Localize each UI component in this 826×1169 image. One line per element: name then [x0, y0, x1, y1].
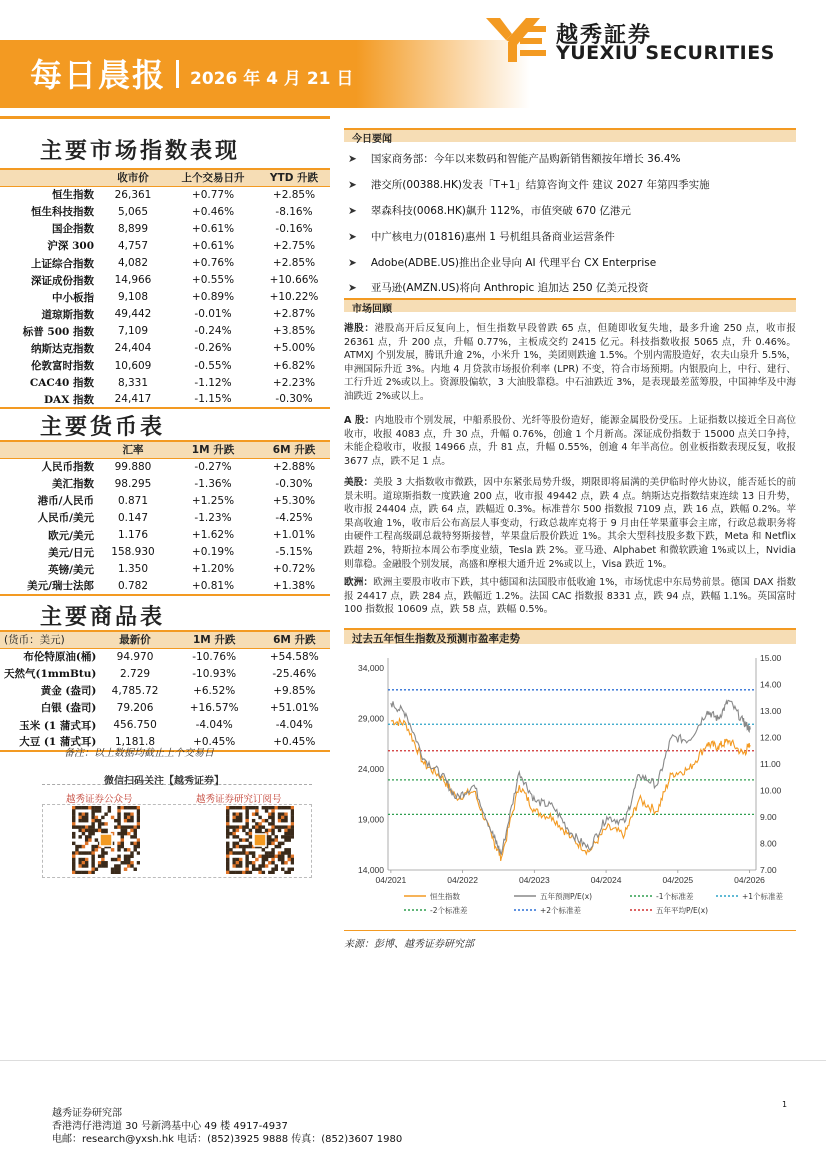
index-ytd-cell: +6.82% [272, 359, 316, 372]
commodity-price-cell: 2.729 [120, 667, 151, 680]
review-hk-text: 港股高开后反复向上，恒生指数早段曾跌 65 点，但随即收复失地，最多升逾 250 点，收市报 26361 点，升 200 点，升幅 0.77%，主板成交约 2415 亿元。科技指数收报 5065 点，升 0.46%。ATMXJ 个别发展，腾讯升逾 2%，小米升 1%，美团则跌逾 1.5%。个别内需股造好，农夫山泉升 5.5%，申洲国际升近 3%。内地 4 月贷款市场报价利率 (LPR) 不变，符合市场预期。内银股向上，中行、建行、工行升近 2%或以上。资源股偏软，3 大油股靠稳。中石油跌近 3%，是表现最差蓝筹股，中国神华及中海油跌近 2%或以上。 [344, 323, 796, 402]
focus-title: 今日要闻 [352, 134, 392, 145]
top-orange-rule [0, 116, 330, 119]
currency-name: 美元/日元 [48, 546, 94, 559]
commodity-name: 天然气(1mmBtu) [4, 668, 97, 681]
hsi-pe-chart [344, 648, 796, 928]
index-ytd-cell: +2.75% [272, 239, 316, 252]
indices-header-row [0, 169, 330, 186]
index-row [0, 186, 330, 203]
review-eu-text: 欧洲主要股市收市下跌，其中德国和法国股市低收逾 1%，市场忧虑中东局势前景。德国 DAX 指数报 24417 点，跌 284 点，跌幅近 1.2%。法国 CAC 指数报 8331 点，跌 94 点，跌幅 1.1%。英国富时 100 指数报 10609 点，跌 58 点，跌幅 0.5%。 [344, 577, 796, 616]
index-row [0, 272, 330, 289]
index-day-cell: -1.12% [194, 376, 232, 389]
index-day-cell: +0.61% [191, 239, 235, 252]
currency-m1-cell: -0.27% [194, 460, 232, 473]
index-row [0, 203, 330, 220]
indices-col-close: 收市价 [117, 172, 149, 185]
footer-rule [0, 1060, 826, 1061]
currencies-col-1m: 1M 升跌 [191, 444, 235, 457]
index-close-cell: 14,966 [114, 274, 152, 287]
qr-heading: 微信扫码关注【越秀证券】 [104, 776, 224, 787]
arrow-bullet-icon: ➤ [348, 257, 357, 269]
commodity-price-cell: 94.970 [116, 650, 154, 663]
index-close-cell: 4,757 [117, 239, 149, 252]
review-europe [344, 576, 796, 617]
currency-row [0, 492, 330, 509]
commodity-row [0, 665, 330, 682]
index-ytd-cell: +2.23% [272, 376, 316, 389]
currency-m1-cell: -1.36% [194, 477, 232, 490]
report-date: 2026 年 4 月 21 日 [190, 69, 354, 89]
commodity-name: 大豆 (1 蒲式耳) [0, 734, 100, 751]
commodity-name: 玉米 (1 蒲式耳) [19, 719, 97, 732]
focus-header [344, 128, 796, 145]
x-tick-label: 04/2026 [734, 875, 765, 885]
commodity-m1-cell: +16.57% [189, 701, 239, 714]
review-us-text: 美股 3 大指数收市微跌，因中东紧张局势升级，期限即将届满的美伊临时停火协议，能否延长的前景未明。道琼斯指数一度跌逾 200 点，收市报 49442 点，跌 4 点。纳斯达克指数结束连续 13 日升势，收市报 24404 点，跌 64 点，跌幅近 0.3%。标准普尔 500 指数报 7109 点，跌 16 点，跌幅 0.2%。苹果高收逾 1%，收市后公布高层人事变动，行政总裁库克将于 9 月由任苹果董事会主席，行政总裁职务将由硬件工程高级副总裁特努斯接替，苹果盘后股价跌近 1%。其余大型科技股多数下跌，Meta 和 Netflix 跌超 2%，特斯拉本周公布季度业绩，Tesla 跌 2%。亚马逊、Alphabet 和微软跌逾 1%或以上，Nvidia 则靠稳。金融股个别发展，高盛和摩根大通升近 2%或以上，Visa 跌近 1%。 [344, 477, 797, 570]
arrow-bullet-icon: ➤ [348, 231, 357, 243]
legend-label: 五年预测P/E(x) [540, 892, 593, 901]
index-name: 道琼斯指数 [41, 308, 94, 321]
currency-rate-cell: 1.176 [117, 529, 149, 542]
currencies-section-title: 主要货币表 [40, 414, 166, 440]
currency-rate-cell: 0.147 [117, 511, 149, 524]
commodity-m1-cell: +0.45% [170, 734, 259, 751]
index-day-cell: -1.15% [168, 391, 258, 408]
currency-row [0, 544, 330, 561]
currency-m1-cell: +0.81% [168, 578, 258, 595]
footer-address: 香港湾仔港湾道 30 号新鸿基中心 49 楼 4917-4937 [52, 1121, 288, 1132]
currency-m1-cell: +1.25% [191, 494, 235, 507]
index-close-cell: 5,065 [117, 205, 149, 218]
index-close-cell: 7,109 [117, 325, 149, 338]
index-row [0, 391, 330, 408]
commodity-m6-cell: +0.45% [259, 734, 330, 751]
focus-news-text: 港交所(00388.HK)发表「T+1」结算咨询文件 建议 2027 年第四季实施 [370, 179, 710, 191]
currencies-col-rate: 汇率 [122, 444, 144, 457]
x-tick-label: 04/2023 [518, 875, 550, 885]
currency-m6-cell: -4.25% [275, 511, 313, 524]
focus-news-item [348, 229, 615, 244]
index-name: 纳斯达克指数 [31, 342, 94, 355]
focus-news-item [348, 280, 648, 295]
focus-news-item [348, 151, 681, 166]
currency-m6-cell: +0.72% [272, 563, 316, 576]
commodities-col-price: 最新价 [119, 634, 151, 647]
index-ytd-cell: +2.87% [272, 308, 316, 321]
currency-rate-cell: 158.930 [111, 546, 155, 559]
y-right-tick-label: 10.00 [760, 785, 782, 796]
currency-m1-cell: +1.62% [191, 529, 235, 542]
currency-m6-cell: +1.38% [258, 578, 330, 595]
index-row [0, 374, 330, 391]
y-left-tick-label: 34,000 [358, 663, 384, 674]
index-day-cell: +0.55% [191, 274, 235, 287]
index-day-cell: +0.89% [191, 291, 235, 304]
y-right-tick-label: 15.00 [760, 653, 782, 663]
y-right-tick-label: 7.00 [760, 865, 777, 875]
currency-row [0, 509, 330, 526]
index-ytd-cell: +2.85% [272, 257, 316, 270]
currencies-table [0, 440, 330, 596]
focus-news-item [348, 177, 710, 192]
index-row [0, 306, 330, 323]
legend-label: -2个标准差 [430, 906, 468, 915]
title-divider [176, 60, 179, 88]
index-close-cell: 10,609 [114, 359, 152, 372]
currency-m1-cell: -1.23% [194, 511, 232, 524]
focus-news-item [348, 255, 656, 270]
index-ytd-cell: +10.66% [269, 274, 319, 287]
logo-english-name: YUEXIU SECURITIES [556, 42, 775, 64]
commodity-m6-cell: +9.85% [273, 684, 316, 697]
page-number: 1 [782, 1100, 788, 1109]
commodity-price-cell: 79.206 [116, 701, 154, 714]
chart-bottom-rule [344, 930, 796, 931]
currency-m6-cell: +2.88% [272, 460, 316, 473]
index-day-cell: +0.76% [191, 257, 235, 270]
commodity-name: 黄金 (盎司) [40, 685, 97, 698]
legend-label: +1个标准差 [742, 892, 784, 901]
focus-news-text: 亚马逊(AMZN.US)将向 Anthropic 追加达 250 亿美元投资 [370, 282, 649, 294]
review-hk [344, 322, 796, 404]
index-name: 沪深 300 [47, 240, 94, 253]
currency-rate-cell: 99.880 [114, 460, 152, 473]
indices-section-title: 主要市场指数表现 [40, 138, 241, 164]
commodity-price-cell: 4,785.72 [111, 684, 159, 697]
legend-label: 恒生指数 [430, 892, 460, 901]
currency-row [0, 526, 330, 543]
commodity-m1-cell: +6.52% [193, 684, 236, 697]
commodity-price-cell: 456.750 [113, 719, 157, 732]
currency-rate-cell: 0.871 [117, 494, 149, 507]
y-right-tick-label: 14.00 [760, 679, 782, 690]
chart-title: 过去五年恒生指数及预测市盈率走势 [352, 633, 520, 645]
commodities-col-6m: 6M 升跌 [273, 634, 316, 647]
x-tick-label: 04/2025 [662, 875, 694, 885]
chart-source: 来源：彭博、越秀证券研究部 [344, 939, 474, 950]
index-ytd-cell: -0.16% [275, 222, 313, 235]
commodity-m1-cell: -4.04% [195, 719, 233, 732]
commodity-m6-cell: +51.01% [269, 701, 319, 714]
index-row [0, 357, 330, 374]
index-name: CAC40 指数 [29, 377, 94, 390]
index-name: 上证综合指数 [31, 257, 94, 270]
review-hk-label: 港股： [344, 323, 375, 334]
index-close-cell: 9,108 [117, 291, 149, 304]
currency-rate-cell: 98.295 [114, 477, 152, 490]
focus-news-text: 国家商务部：今年以来数码和智能产品购新销售额按年增长 36.4% [370, 153, 681, 165]
currency-m6-cell: +1.01% [272, 529, 316, 542]
footer-department: 越秀证券研究部 [52, 1108, 122, 1119]
index-name: 中小板指 [52, 291, 94, 304]
currency-name: 美元/瑞士法郎 [0, 578, 98, 595]
commodity-row [0, 648, 330, 665]
indices-col-day: 上个交易日升 [181, 172, 245, 185]
commodity-m1-cell: -10.93% [192, 667, 237, 680]
arrow-bullet-icon: ➤ [348, 205, 357, 217]
legend-label: -1个标准差 [656, 892, 694, 901]
index-day-cell: +0.46% [191, 205, 235, 218]
x-tick-label: 04/2022 [447, 875, 478, 885]
y-left-tick-label: 19,000 [358, 814, 384, 825]
y-left-tick-label: 29,000 [358, 713, 384, 724]
arrow-bullet-icon: ➤ [348, 282, 357, 294]
currency-m1-cell: +0.19% [191, 546, 235, 559]
index-name: DAX 指数 [0, 391, 98, 408]
currency-name: 港币/人民币 [37, 495, 94, 508]
pe-series-line [391, 700, 750, 854]
currency-name: 美汇指数 [52, 478, 94, 491]
currency-rate-cell: 0.782 [98, 578, 168, 595]
currency-row [0, 578, 330, 595]
review-a-share [344, 414, 796, 468]
arrow-bullet-icon: ➤ [348, 179, 357, 191]
commodities-table [0, 630, 330, 752]
currency-rate-cell: 1.350 [117, 563, 149, 576]
commodity-row [0, 716, 330, 733]
index-row [0, 237, 330, 254]
y-right-tick-label: 12.00 [760, 732, 782, 743]
review-header [344, 298, 796, 315]
index-close-cell: 8,899 [117, 222, 149, 235]
currency-row [0, 561, 330, 578]
review-a-text: 内地股市个别发展，中船系股份、光纤等股份造好，能源金属股份受压。上证指数以接近全日高位收市，收报 4083 点，升 30 点，升幅 0.76%，创逾 1 个月新高。深证成份指数于 15000 点关口争持，未能企稳收市，收报 14966 点，升 81 点，升幅 0.55%，创逾 4 年半高位。创业板指数表现反复，收报 3677 点，跌不足 1 点。 [344, 415, 797, 467]
currency-name: 人民币指数 [41, 461, 94, 474]
index-day-cell: +0.77% [191, 188, 235, 201]
commodity-name: 布伦特原油(桶) [23, 651, 97, 664]
index-row [0, 289, 330, 306]
currency-m6-cell: -5.15% [275, 546, 313, 559]
index-name: 国企指数 [52, 223, 94, 236]
index-day-cell: -0.24% [194, 325, 232, 338]
commodities-header-row [0, 631, 330, 648]
index-name: 恒生科技指数 [31, 206, 94, 219]
commodity-m6-cell: +54.58% [269, 650, 319, 663]
indices-header-blank [0, 169, 98, 186]
index-close-cell: 24,417 [98, 391, 168, 408]
y-right-tick-label: 11.00 [760, 759, 781, 769]
review-eu-label: 欧洲： [344, 577, 374, 588]
currency-m6-cell: -0.30% [275, 477, 313, 490]
x-tick-label: 04/2024 [590, 875, 622, 885]
index-ytd-cell: +5.00% [272, 342, 316, 355]
focus-news-item [348, 203, 631, 218]
currency-name: 欧元/美元 [48, 529, 94, 542]
header-band [0, 40, 530, 108]
currency-m1-cell: +1.20% [191, 563, 235, 576]
index-close-cell: 24,404 [114, 342, 152, 355]
commodity-name: 白银 (盎司) [40, 702, 97, 715]
commodity-row [0, 682, 330, 699]
indices-table [0, 168, 330, 409]
hsi-series-line [391, 719, 750, 861]
index-day-cell: -0.26% [194, 342, 232, 355]
commodity-row [0, 699, 330, 716]
footer-contact: 电邮：research@yxsh.hk 电话：(852)3925 9888 传真：(852)3607 1980 [52, 1134, 403, 1145]
legend-label: +2个标准差 [540, 906, 582, 915]
commodity-price-cell: 1,181.8 [100, 734, 169, 751]
qr-caption-research: 越秀证券研究订阅号 [196, 794, 282, 805]
index-close-cell: 49,442 [114, 308, 152, 321]
index-row [0, 220, 330, 237]
qr-caption-official: 越秀证券公众号 [66, 794, 133, 805]
index-name: 深证成份指数 [31, 274, 94, 287]
index-row [0, 323, 330, 340]
review-us [344, 476, 796, 571]
index-name: 伦敦富时指数 [31, 360, 94, 373]
review-us-label: 美股： [344, 477, 374, 488]
commodity-m6-cell: -25.46% [272, 667, 317, 680]
qr-divider [42, 784, 312, 785]
index-name: 标普 500 指数 [22, 325, 94, 338]
index-close-cell: 26,361 [114, 188, 152, 201]
focus-news-text: 翠森科技(0068.HK)飙升 112%，市值突破 670 亿港元 [370, 205, 631, 217]
legend-label: 五年平均P/E(x) [656, 906, 709, 915]
index-ytd-cell: +3.85% [272, 325, 316, 338]
report-title: 每日晨报 [30, 56, 167, 94]
index-row [0, 340, 330, 357]
y-right-tick-label: 9.00 [760, 812, 777, 822]
x-tick-label: 04/2021 [375, 875, 407, 885]
review-title: 市场回顾 [352, 304, 392, 315]
y-left-tick-label: 24,000 [358, 764, 384, 775]
currencies-col-6m: 6M 升跌 [272, 444, 316, 457]
commodities-section-title: 主要商品表 [40, 604, 166, 630]
index-day-cell: -0.01% [194, 308, 232, 321]
logo-chinese-name: 越秀証券 [556, 23, 653, 48]
index-ytd-cell: -8.16% [275, 205, 313, 218]
currency-m6-cell: +5.30% [272, 494, 316, 507]
y-right-tick-label: 8.00 [760, 838, 777, 849]
index-day-cell: +0.61% [191, 222, 235, 235]
y-right-tick-label: 13.00 [760, 706, 782, 716]
index-close-cell: 4,082 [117, 257, 149, 270]
review-a-label: A 股： [344, 415, 375, 426]
focus-news-text: 中广核电力(01816)惠州 1 号机组具备商业运营条件 [370, 231, 615, 243]
data-cutoff-note: 备注：以上数据均截止上个交易日 [64, 748, 214, 759]
currency-row [0, 475, 330, 492]
currency-name: 英镑/美元 [48, 563, 94, 576]
y-left-tick-label: 14,000 [358, 865, 384, 875]
yuexiu-logo [486, 16, 786, 66]
chart-header [344, 628, 796, 644]
indices-col-ytd: YTD 升跌 [269, 172, 319, 185]
qr-code-research[interactable] [226, 806, 294, 874]
currencies-header-blank [0, 441, 98, 458]
commodities-unit-label: (货币：美元) [4, 634, 65, 647]
index-name: 恒生指数 [52, 189, 94, 202]
index-close-cell: 8,331 [117, 376, 149, 389]
arrow-bullet-icon: ➤ [348, 153, 357, 165]
index-ytd-cell: +2.85% [272, 188, 316, 201]
index-row [0, 254, 330, 271]
currency-row [0, 458, 330, 475]
index-ytd-cell: +10.22% [269, 291, 319, 304]
currencies-header-row [0, 441, 330, 458]
yuexiu-logo-icon [486, 16, 548, 64]
index-ytd-cell: -0.30% [258, 391, 330, 408]
qr-code-official[interactable] [72, 806, 140, 874]
commodities-col-1m: 1M 升跌 [192, 634, 236, 647]
currency-name: 人民币/美元 [37, 512, 94, 525]
index-day-cell: -0.55% [194, 359, 232, 372]
focus-news-text: Adobe(ADBE.US)推出企业导向 AI 代理平台 CX Enterprise [370, 257, 657, 269]
commodity-m1-cell: -10.76% [192, 650, 237, 663]
commodity-m6-cell: -4.04% [275, 719, 313, 732]
